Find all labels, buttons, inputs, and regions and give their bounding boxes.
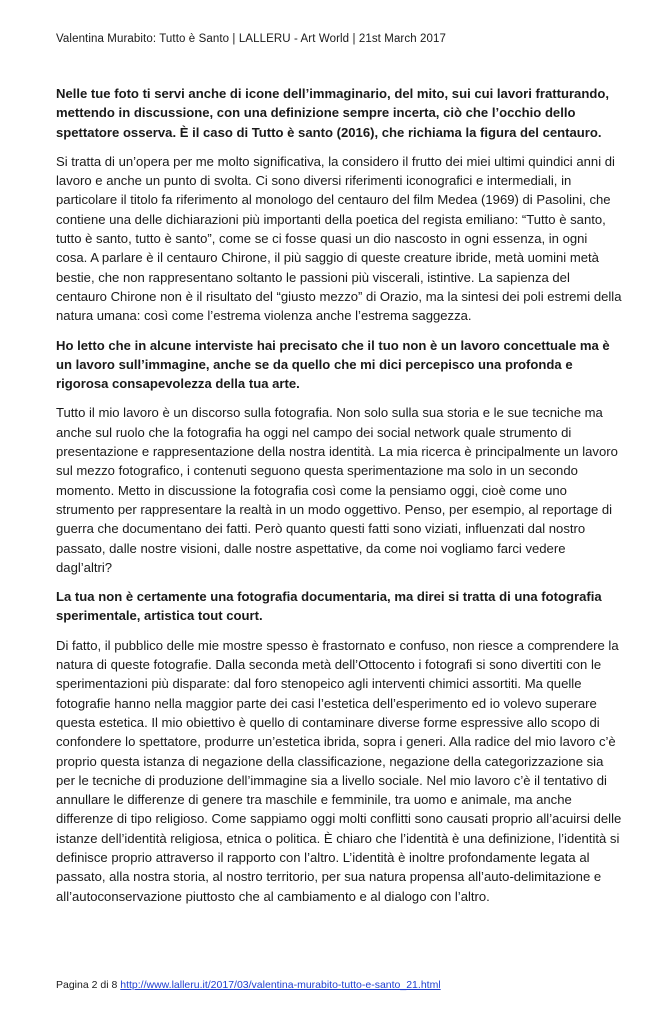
article-body	[56, 84, 622, 916]
page-number: Pagina 2 di 8	[56, 979, 118, 991]
interview-answer-1: Si tratta di un’opera per me molto significativa, la considero il frutto dei miei ultimi quindici anni di lavoro e anche un punto di svolta. Ci sono diversi riferimenti iconografici e intermediali, in particolare il titolo fa riferimento al monologo del centauro del film Medea (1969) di Pasolini, che contiene una delle dichiarazioni più importanti della poetica del regista emiliano: “Tutto è santo, tutto è santo, tutto è santo”, come se ci fosse quasi un dio nascosto in ogni essenza, in ogni cosa. A parlare è il centauro Chirone, il più saggio di queste creature ibride, metà uomini metà bestie, che non rappresentano soltanto le passioni più viscerali, istintive. La sapienza del centauro Chirone non è il risultato del “giusto mezzo” di Orazio, ma la sintesi dei poli estremi della natura umana: così come l’estrema violenza anche l’estrema saggezza.	[56, 153, 622, 324]
interview-question-1: Nelle tue foto ti servi anche di icone dell’immaginario, del mito, sui cui lavori fratturando, mettendo in discussione, con una definizione sempre incerta, ciò che l’occhio dello spettatore osserva. È il caso di Tutto è santo (2016), che richiama la figura del centauro.	[56, 86, 609, 140]
interview-answer-2: Tutto il mio lavoro è un discorso sulla fotografia. Non solo sulla sua storia e le sue tecniche ma anche sul ruolo che la fotografia ha oggi nel campo dei social network quale strumento di presentazione e rappresentazione della nostra identità. La mia ricerca è principalmente un lavoro sul mezzo fotografico, i contenuti seguono questa sperimentazione ma solo in un secondo momento. Metto in discussione la fotografia così come la pensiamo oggi, cioè come uno strumento per rappresentare la realtà in un modo oggettivo. Penso, per esempio, al reportage di guerra che documentano dei fatti. Però quanto questi fatti sono viziati, influenzati dal nostro passato, dalle nostre visioni, dalle nostre aspettative, da come noi vogliamo farci vedere dagl’altri?	[56, 405, 618, 575]
running-header: Valentina Murabito: Tutto è Santo | LALLERU - Art World | 21st March 2017	[56, 33, 446, 45]
interview-question-3: La tua non è certamente una fotografia documentaria, ma direi si tratta di una fotografia sperimentale, artistica tout court.	[56, 589, 602, 624]
interview-answer-3: Di fatto, il pubblico delle mie mostre spesso è frastornato e confuso, non riesce a comprendere la natura di queste fotografie. Dalla seconda metà dell’Ottocento i fotografi si sono divertiti con le sperimentazioni più disparate: dal foro stenopeico agli interventi chimici assortiti. Ma quelle fotografie hanno nella maggior parte dei casi l’estetica dell’esperimento ed io volevo superare questa estetica. Il mio obiettivo è quello di contaminare diverse forme espressive allo scopo di confondere lo spettatore, produrre un’estetica ibrida, sopra i generi. Alla radice del mio lavoro c’è proprio questa istanza di negazione della classificazione, negazione della categorizzazione sia per le tecniche di produzione dell’immagine sia a livello sociale. Nel mio lavoro c’è il tentativo di annullare le differenze di genere tra maschile e femminile, tra uomo e animale, ma anche differenze di tipo religioso. Come sappiamo oggi molti conflitti sono causati proprio all’acuirsi delle istanze dell’identità religiosa, etnica o politica. È chiaro che l’identità è una definizione, l’identità si definisce proprio attraverso il rapporto con l’altro. L’identità è inoltre profondamente legata al passato, alla nostra storia, al nostro territorio, per sua natura propensa all’auto-delimitazione e all’autoconservazione piuttosto che al cambiamento e al dialogo con l’altro.	[56, 637, 622, 904]
source-url-link[interactable]: http://www.lalleru.it/2017/03/valentina-murabito-tutto-e-santo_21.html	[120, 979, 441, 991]
interview-question-2: Ho letto che in alcune interviste hai precisato che il tuo non è un lavoro concettuale ma è un lavoro sull’immagine, anche se da quello che mi dici percepisco una profonda e rigorosa consapevolezza della tua arte.	[56, 337, 610, 392]
page-footer	[56, 979, 441, 991]
